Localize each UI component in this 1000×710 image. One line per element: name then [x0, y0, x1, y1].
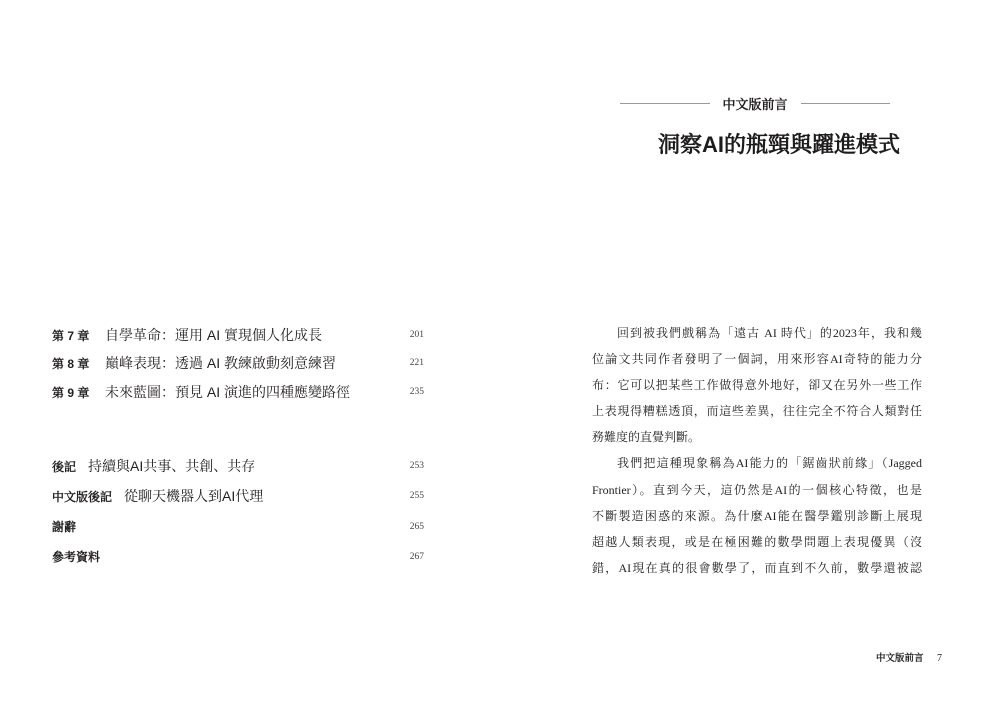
preface-paragraph	[592, 320, 922, 450]
toc-entry-chapter-9	[52, 382, 424, 402]
toc-back-matter-title: 從聊天機器人到AI代理	[124, 488, 264, 504]
toc-chapter-title: 未來藍圖：預見 AI 演進的四種應變路徑	[105, 384, 351, 400]
body-text-line: 上表現得糟糕透頂，而這些差異，往往完全不符合人類對任	[592, 404, 922, 419]
chapter-title: 洞察AI的瓶頸與躍進模式	[657, 132, 900, 157]
toc-back-matter-label: 謝辭	[52, 520, 77, 534]
toc-page-number: 265	[409, 522, 424, 532]
toc-entry-acknowledgements	[52, 517, 424, 537]
toc-entry-chapter-7	[52, 325, 424, 345]
toc-entry-chinese-afterword	[52, 486, 424, 506]
body-text-line: 布：它可以把某些工作做得意外地好，卻又在另外一些工作	[592, 378, 922, 393]
toc-chapter-title: 自學革命：運用 AI 實現個人化成長	[105, 327, 323, 343]
body-text-line: 不斷製造困惑的來源。為什麼AI能在醫學鑑別診斷上展現	[592, 508, 922, 523]
heading-rule-right	[801, 103, 891, 104]
running-footer-title: 中文版前言	[876, 653, 924, 664]
toc-page-number: 235	[409, 387, 424, 397]
preface-body	[592, 320, 922, 581]
toc-entry-afterword	[52, 456, 424, 476]
toc-page-number: 221	[409, 358, 424, 368]
page-number: 7	[937, 653, 942, 664]
toc-entry-chapter-8	[52, 353, 424, 373]
body-text-line: 位論文共同作者發明了一個詞，用來形容AI奇特的能力分	[592, 352, 922, 367]
toc-page-number: 255	[409, 491, 424, 501]
toc-back-matter-label: 中文版後記	[52, 490, 113, 504]
toc-page-number: 267	[409, 552, 424, 562]
toc-back-matter-label: 參考資料	[52, 550, 101, 564]
heading-rule-left	[620, 103, 710, 104]
body-text-line: 超越人類表現，或是在極困難的數學問題上表現優異（沒	[592, 534, 922, 549]
toc-chapter-label: 第 9 章	[52, 386, 90, 400]
toc-chapter-label: 第 8 章	[52, 357, 90, 371]
body-text-line: 我們把這種現象稱為AI能力的「鋸齒狀前緣」（Jagged	[617, 456, 922, 471]
toc-chapter-label: 第 7 章	[52, 329, 90, 343]
body-text-line: 務難度的直覺判斷。	[592, 430, 701, 445]
section-heading	[620, 93, 890, 113]
toc-back-matter-label: 後記	[52, 460, 77, 474]
body-text-line: 錯，AI現在真的很會數學了，而直到不久前，數學還被認	[592, 560, 922, 575]
preface-paragraph	[592, 450, 922, 580]
toc-page-number: 253	[409, 461, 424, 471]
toc-back-matter-title: 持續與AI共事、共創、共存	[88, 458, 256, 474]
toc-chapter-title: 巔峰表現：透過 AI 教練啟動刻意練習	[105, 355, 337, 371]
body-text-line: 回到被我們戲稱為「遠古 AI 時代」的2023年，我和幾	[617, 326, 922, 340]
section-label: 中文版前言	[722, 96, 788, 112]
toc-page-number: 201	[409, 330, 424, 340]
toc-entry-references	[52, 547, 424, 567]
body-text-line: Frontier）。直到今天，這仍然是AI的一個核心特徵，也是	[592, 482, 922, 497]
